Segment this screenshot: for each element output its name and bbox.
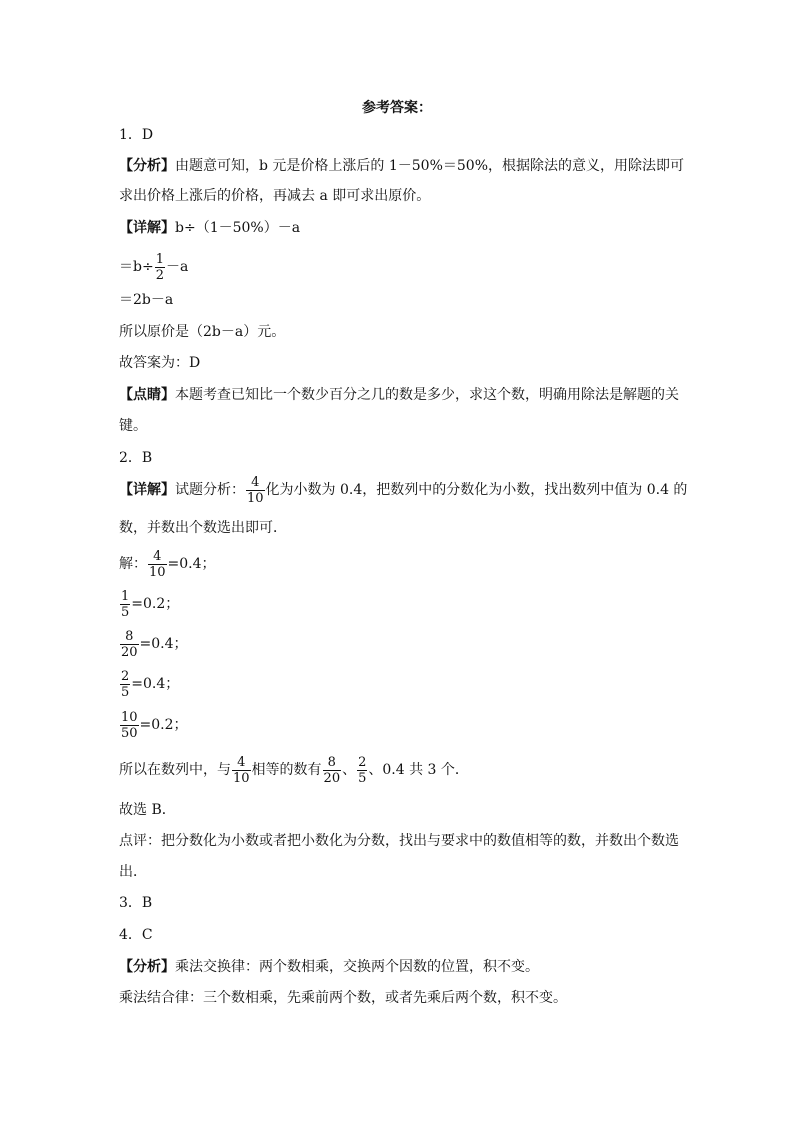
q2-detail (119, 474, 687, 506)
fraction-numerator: 4 (246, 475, 265, 491)
q2-detail-tag: 【详解】 (119, 482, 175, 498)
q2-sol-fraction (120, 629, 139, 660)
q2-number: 2．B (119, 450, 153, 466)
q2-sol-fraction (120, 589, 130, 620)
q4-number: 4．C (119, 927, 153, 943)
q2-sol-value: =0.4； (139, 636, 188, 652)
fraction-denominator: 5 (121, 604, 130, 620)
q2-sol-fraction (148, 549, 167, 580)
q2-concl-fraction (232, 755, 251, 786)
q4-analysis-tag: 【分析】 (119, 959, 175, 975)
q2-solution-row (119, 628, 188, 660)
q4-analysis-text: 乘法交换律：两个数相乘，交换两个因数的位置，积不变。 (175, 959, 539, 975)
fraction-numerator: 1 (121, 588, 130, 604)
q2-solution-row (119, 668, 179, 700)
fraction-denominator: 10 (149, 564, 166, 580)
q2-sol-fraction (120, 669, 130, 700)
q2-concl-fraction (357, 755, 367, 786)
q2-comment-cont: 出． (119, 864, 147, 880)
q2-conclusion (119, 754, 469, 786)
q1-analysis (119, 157, 684, 175)
q2-detail-post: 化为小数为 0.4，把数列中的分数化为小数，找出数列中值为 0.4 的 (265, 482, 688, 498)
q1-step2 (119, 251, 188, 283)
q1-detail-expr: b÷（1－50%）－a (175, 220, 301, 236)
q2-concl-sep: 、 (342, 762, 357, 778)
fraction-denominator: 10 (233, 770, 250, 786)
q2-detail-pre: 试题分析： (175, 482, 245, 498)
q1-step2-fraction (155, 252, 165, 283)
q2-concl-fraction (323, 755, 342, 786)
q2-concl-mid: 相等的数有 (251, 762, 322, 778)
fraction-numerator: 4 (232, 755, 251, 771)
q2-sol-value: =0.4； (167, 556, 216, 572)
fraction-numerator: 4 (148, 549, 167, 565)
q1-number: 1．D (119, 127, 154, 143)
fraction-numerator: 2 (358, 754, 367, 770)
q1-analysis-tag: 【分析】 (119, 158, 175, 174)
fraction-denominator: 50 (121, 725, 138, 741)
fraction-denominator: 2 (155, 267, 164, 283)
q1-comment-tag: 【点睛】 (119, 387, 175, 403)
q2-concl-pre: 所以在数列中，与 (119, 762, 231, 778)
q2-concl-post: 、0.4 共 3 个． (368, 762, 469, 778)
q2-sol-value: =0.4； (131, 676, 180, 692)
q1-step3: ＝2b－a (119, 292, 174, 308)
q4-analysis (119, 958, 539, 976)
fraction-denominator: 20 (323, 770, 341, 786)
q2-sol-fraction (120, 710, 139, 741)
fraction-numerator: 8 (120, 629, 139, 645)
fraction-denominator: 10 (247, 490, 264, 506)
q4-analysis-cont: 乘法结合律：三个数相乘，先乘前两个数，或者先乘后两个数，积不变。 (119, 990, 567, 1006)
q2-solution-row (119, 709, 188, 741)
q2-sol-value: =0.2； (139, 717, 188, 733)
q1-detail-tag: 【详解】 (119, 220, 175, 236)
q2-comment: 点评：把分数化为小数或者把小数化为分数，找出与要求中的数值相等的数，并数出个数选 (119, 833, 679, 849)
q1-analysis-cont: 求出价格上涨后的价格，再减去 a 即可求出原价。 (119, 188, 431, 204)
q2-solution-row (119, 588, 179, 620)
q1-comment-cont: 键。 (119, 418, 147, 434)
fraction-denominator: 20 (121, 644, 138, 660)
q2-solution-label: 解： (119, 556, 147, 572)
q2-solution-row (119, 548, 216, 580)
q2-detail-cont: 数，并数出个数选出即可． (119, 520, 287, 536)
fraction-numerator: 2 (121, 668, 130, 684)
fraction-denominator: 5 (358, 770, 367, 786)
q2-detail-fraction (246, 475, 265, 506)
q1-conclusion: 所以原价是（2b－a）元。 (119, 324, 286, 340)
page-title: 参考答案： (362, 100, 432, 116)
q1-detail (119, 219, 300, 237)
fraction-denominator: 5 (121, 684, 130, 700)
q2-sol-value: =0.2； (131, 596, 180, 612)
q1-step2-pre: ＝b÷ (119, 259, 154, 275)
fraction-numerator: 10 (121, 709, 138, 725)
q2-answer: 故选 B． (119, 802, 176, 818)
fraction-numerator: 8 (323, 755, 342, 771)
q1-analysis-text: 由题意可知，b 元是价格上涨后的 1－50%＝50%，根据除法的意义，用除法即可 (175, 158, 685, 174)
q1-step2-post: －a (165, 259, 189, 275)
q1-comment-text: 本题考查已知比一个数少百分之几的数是多少，求这个数，明确用除法是解题的关 (175, 387, 679, 403)
fraction-numerator: 1 (155, 251, 164, 267)
q1-answer: 故答案为：D (119, 355, 201, 371)
q3-number: 3．B (119, 895, 153, 911)
q1-comment (119, 386, 679, 404)
